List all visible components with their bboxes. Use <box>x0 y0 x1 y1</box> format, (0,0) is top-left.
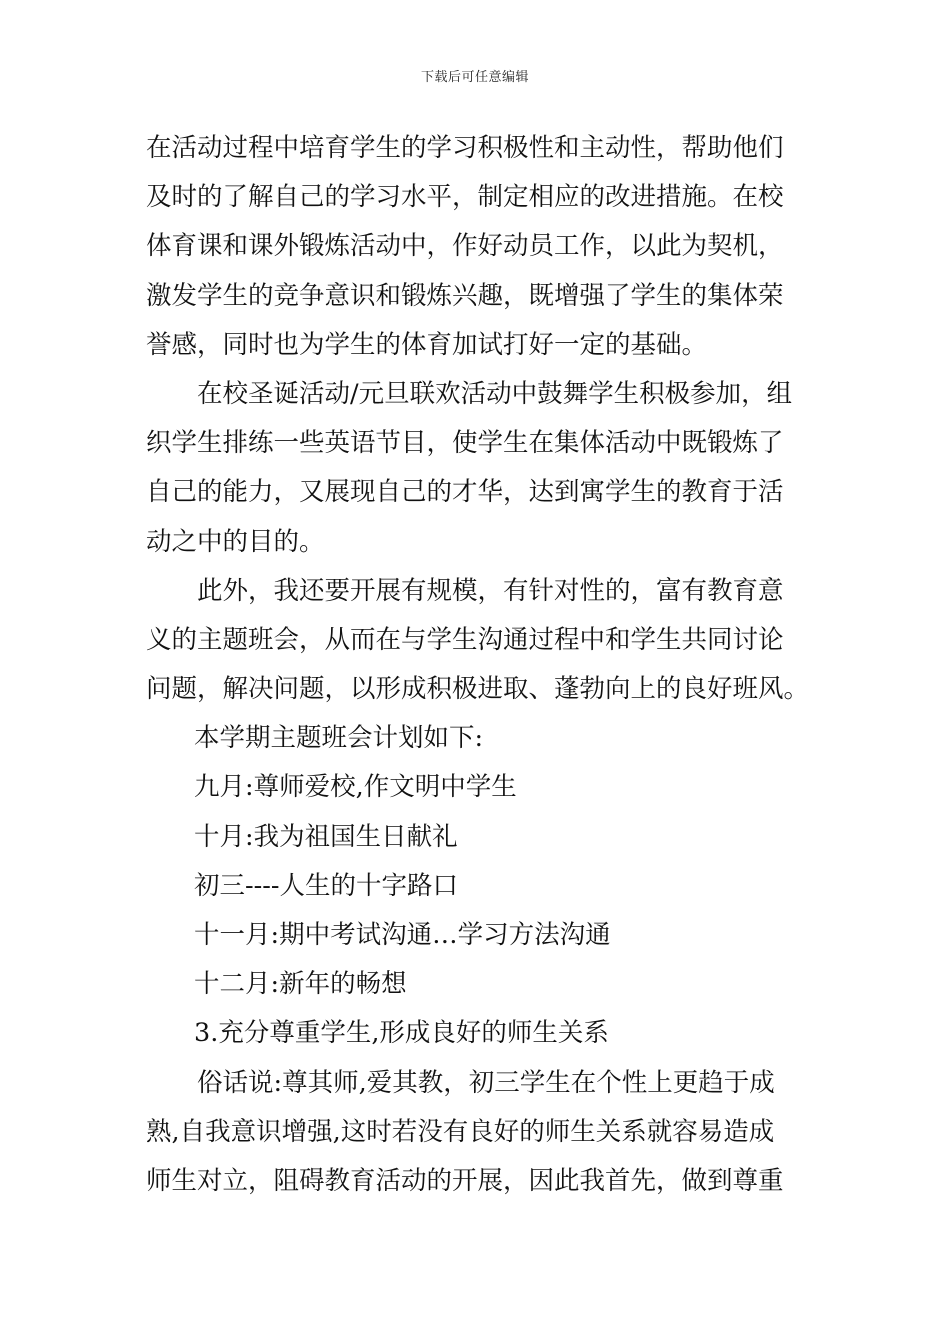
plan-item-september: 九月:尊师爱校,作文明中学生 <box>194 772 517 803</box>
plan-item-grade-three: 初三----人生的十字路口 <box>194 870 458 901</box>
page-header: 下载后可任意编辑 <box>420 70 529 85</box>
text-line: 师生对立，阻碍教育活动的开展，因此我首先，做到尊重 <box>146 1165 784 1196</box>
paragraph-start-line: 此外，我还要开展有规模，有针对性的，富有教育意 <box>197 575 784 606</box>
plan-intro-line: 本学期主题班会计划如下: <box>194 723 484 754</box>
text-line: 激发学生的竞争意识和锻炼兴趣，既增强了学生的集体荣 <box>146 280 784 311</box>
paragraph-start-line: 俗话说:尊其师,爱其教，初三学生在个性上更趋于成 <box>197 1067 775 1098</box>
text-line: 体育课和课外锻炼活动中，作好动员工作，以此为契机， <box>146 231 784 262</box>
section-heading: 3.充分尊重学生,形成良好的师生关系 <box>194 1018 609 1049</box>
text-line: 及时的了解自己的学习水平，制定相应的改进措施。在校 <box>146 182 784 213</box>
plan-item-october: 十月:我为祖国生日献礼 <box>194 821 458 852</box>
text-line: 义的主题班会，从而在与学生沟通过程中和学生共同讨论 <box>146 624 784 655</box>
document-body <box>146 124 810 1206</box>
text-line: 自己的能力，又展现自己的才华，达到寓学生的教育于活 <box>146 477 784 508</box>
text-line: 问题，解决问题，以形成积极进取、蓬勃向上的良好班风。 <box>146 674 810 705</box>
text-line: 动之中的目的。 <box>146 526 325 557</box>
plan-item-november: 十一月:期中考试沟通…学习方法沟通 <box>194 920 611 950</box>
text-line: 在活动过程中培育学生的学习积极性和主动性，帮助他们 <box>146 133 784 163</box>
text-line: 熟,自我意识增强,这时若没有良好的师生关系就容易造成 <box>146 1116 775 1147</box>
paragraph-start-line: 在校圣诞活动/元旦联欢活动中鼓舞学生积极参加，组 <box>197 378 793 409</box>
plan-item-december: 十二月:新年的畅想 <box>194 969 407 1000</box>
text-line: 织学生排练一些英语节目，使学生在集体活动中既锻炼了 <box>146 428 784 459</box>
text-line: 誉感，同时也为学生的体育加试打好一定的基础。 <box>146 329 708 360</box>
